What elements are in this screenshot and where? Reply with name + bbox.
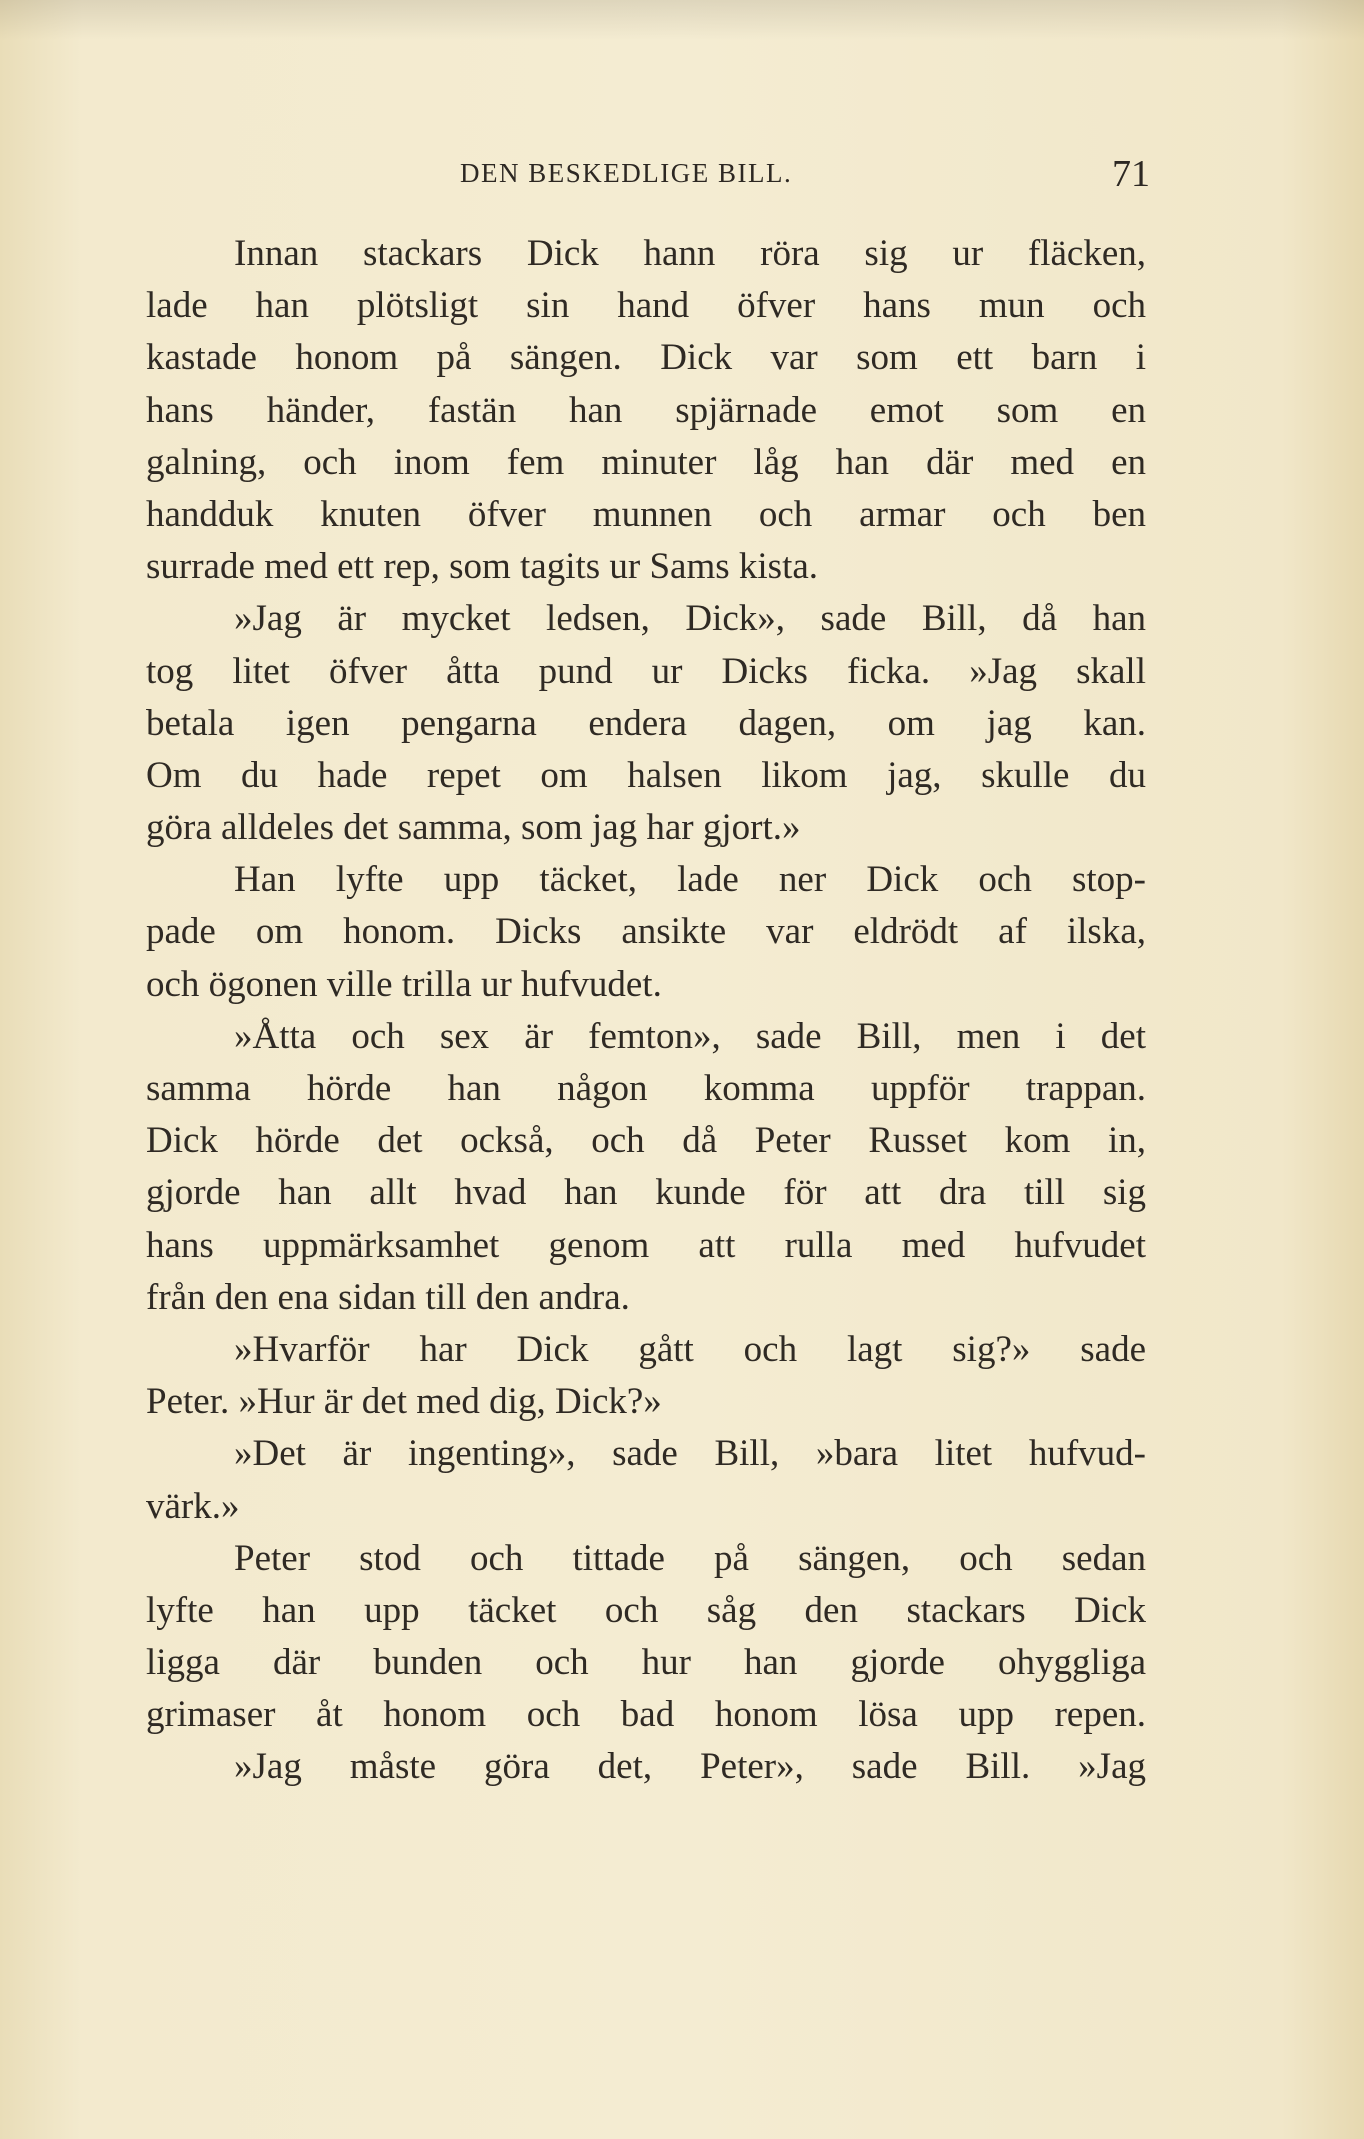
text-line: Peter stod och tittade på sängen, och sedan <box>234 1537 1146 1579</box>
text-line: lade han plötsligt sin hand öfver hans mun och <box>146 285 1146 327</box>
text-line: surrade med ett rep, som tagits ur Sams kista. <box>146 546 819 588</box>
text-line: Om du hade repet om halsen likom jag, skulle du <box>146 754 1146 796</box>
text-line: Peter. »Hur är det med dig, Dick?» <box>146 1381 662 1423</box>
text-line: »Jag måste göra det, Peter», sade Bill. »Jag <box>234 1746 1146 1788</box>
text-line: pade om honom. Dicks ansikte var eldrödt af ilska, <box>146 911 1146 953</box>
page-header <box>150 152 1150 202</box>
text-line: gjorde han allt hvad han kunde för att dra till sig <box>146 1172 1146 1214</box>
running-head: DEN BESKEDLIGE BILL. <box>460 158 793 188</box>
text-line: samma hörde han någon komma uppför trappan. <box>146 1068 1146 1109</box>
text-line: handduk knuten öfver munnen och armar och ben <box>146 493 1146 535</box>
text-line: Dick hörde det också, och då Peter Russet kom in, <box>146 1120 1146 1162</box>
text-line: grimaser åt honom och bad honom lösa upp repen. <box>146 1694 1146 1736</box>
text-line: lyfte han upp täcket och såg den stackars Dick <box>146 1589 1146 1631</box>
body-text <box>146 228 1146 1794</box>
text-line: kastade honom på sängen. Dick var som ett barn i <box>146 337 1146 379</box>
text-line: Innan stackars Dick hann röra sig ur fläcken, <box>234 233 1146 274</box>
text-line: och ögonen ville trilla ur hufvudet. <box>146 963 662 1005</box>
text-line: från den ena sidan till den andra. <box>146 1276 630 1318</box>
page-number: 71 <box>1112 153 1150 195</box>
text-line: värk.» <box>146 1485 240 1527</box>
text-line: tog litet öfver åtta pund ur Dicks ficka. »Jag skall <box>146 650 1146 692</box>
text-line: hans uppmärksamhet genom att rulla med hufvudet <box>146 1224 1146 1266</box>
text-line: göra alldeles det samma, som jag har gjort.» <box>146 807 801 849</box>
text-line: hans händer, fastän han spjärnade emot som en <box>146 389 1146 431</box>
text-line: ligga där bunden och hur han gjorde ohyggliga <box>146 1642 1146 1684</box>
text-line: galning, och inom fem minuter låg han där med en <box>146 441 1146 483</box>
text-line: »Åtta och sex är femton», sade Bill, men i det <box>234 1015 1146 1057</box>
text-line: »Hvarför har Dick gått och lagt sig?» sade <box>234 1328 1146 1370</box>
text-line: »Det är ingenting», sade Bill, »bara litet hufvud- <box>234 1433 1146 1475</box>
text-line: Han lyfte upp täcket, lade ner Dick och stop- <box>234 859 1146 901</box>
text-line: betala igen pengarna endera dagen, om jag kan. <box>146 702 1146 744</box>
text-line: »Jag är mycket ledsen, Dick», sade Bill, då han <box>234 598 1146 640</box>
